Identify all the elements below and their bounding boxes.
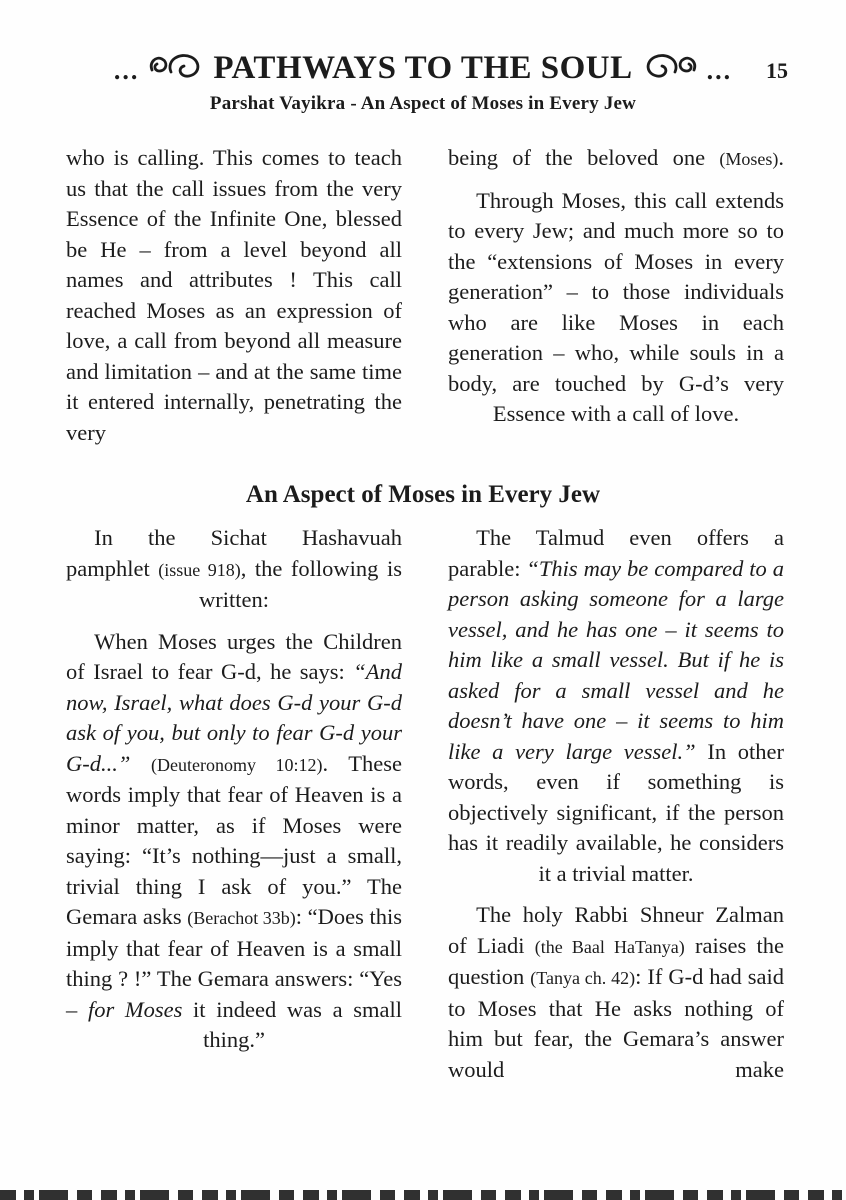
- text-run: (Moses): [719, 149, 779, 169]
- text-run: for Moses: [87, 996, 183, 1022]
- paragraph: [66, 627, 402, 1056]
- ornament-dots-right: ...: [706, 55, 733, 85]
- flourish-left-icon: [147, 51, 205, 86]
- ornament-dots-left: ...: [113, 55, 140, 85]
- text-run: (Tanya ch. 42): [530, 968, 636, 988]
- page-subtitle: Parshat Vayikra - An Aspect of Moses in Every Jew: [209, 93, 637, 114]
- flourish-right-icon: [641, 51, 699, 86]
- text-run: In the Sichat Hashavuah pamphlet: [66, 525, 402, 581]
- text-run: The Talmud even offers a parable:: [448, 525, 784, 581]
- page-title: PATHWAYS TO THE SOUL: [213, 50, 633, 86]
- top-right-column: [448, 143, 784, 459]
- text-run: raises the question: [448, 932, 785, 989]
- bottom-left-column: [66, 523, 402, 1096]
- text-run: “This may be compared to a person asking someone for a large vessel, and he has one – it seems to him like a small vessel. But if he is asked for a small vessel and he doesn’t have one – it seems to him like a very large vessel.”: [448, 555, 784, 764]
- text-run: being of the beloved one: [448, 145, 720, 170]
- text-run: , the following is written:: [199, 555, 402, 612]
- text-run: : “Does this imply that fear of Heaven is a small thing ? !” The Gemara answers: “Yes –: [66, 904, 402, 1022]
- page-number: 15: [766, 58, 788, 83]
- text-run: “And now, Israel, what does G-d your G-d ask of you, but only to fear G-d your G-d...”: [66, 659, 402, 776]
- bottom-columns: [0, 523, 846, 1096]
- paragraph: [448, 900, 784, 1085]
- text-run: In other words, even if something is objectively significant, if the person has it readily available, he considers it a trivial matter.: [448, 738, 784, 886]
- page-header: [0, 0, 846, 115]
- text-run: The holy Rabbi Shneur Zalman of Liadi: [448, 902, 784, 958]
- text-run: (Berachot 33b): [187, 908, 296, 928]
- text-run: [130, 751, 151, 776]
- text-run: .: [778, 145, 784, 170]
- paragraph: [66, 523, 402, 616]
- section-heading: An Aspect of Moses in Every Jew: [245, 481, 601, 508]
- text-run: When Moses urges the Children of Israel to fear G-d, he says:: [66, 628, 402, 684]
- bottom-right-column: [448, 523, 784, 1096]
- text-run: (the Baal HaTanya): [534, 936, 685, 957]
- paragraph: [66, 143, 402, 448]
- text-run: (Deuteronomy 10:12): [151, 754, 323, 775]
- top-left-column: [66, 143, 402, 459]
- top-columns: [0, 143, 846, 459]
- paragraph: [448, 186, 784, 430]
- text-run: . These words imply that fear of Heaven is a minor matter, as if Moses were saying: “It’s nothing—just a small, trivial thing I ask of you.” The Gemara asks: [66, 750, 402, 929]
- paragraph: [448, 523, 784, 889]
- cut-off-next-line-artifact: [0, 1190, 846, 1200]
- text-run: (issue 918): [158, 559, 241, 580]
- paragraph: [448, 143, 784, 175]
- text-run: Through Moses, this call extends to every Jew; and much more so to the “extensions of Moses in every generation” – to those individuals who are like Moses in each generation – who, while souls in a body, are touched by G-d’s very Essence with a call of love.: [448, 187, 784, 426]
- text-run: it indeed was a small thing.”: [182, 996, 403, 1052]
- text-run: who is calling. This comes to teach us that the call issues from the very Essence of the Infinite One, blessed be He – from a level beyond all names and attributes ! This call reached Moses as an expression of love, a call from beyond all measure and limitation – and at the same time it entered internally, penetrating the very: [66, 145, 402, 445]
- text-run: : If G-d had said to Moses that He asks nothing of him but fear, the Gemara’s answer would make: [448, 964, 785, 1082]
- title-row: [0, 50, 846, 87]
